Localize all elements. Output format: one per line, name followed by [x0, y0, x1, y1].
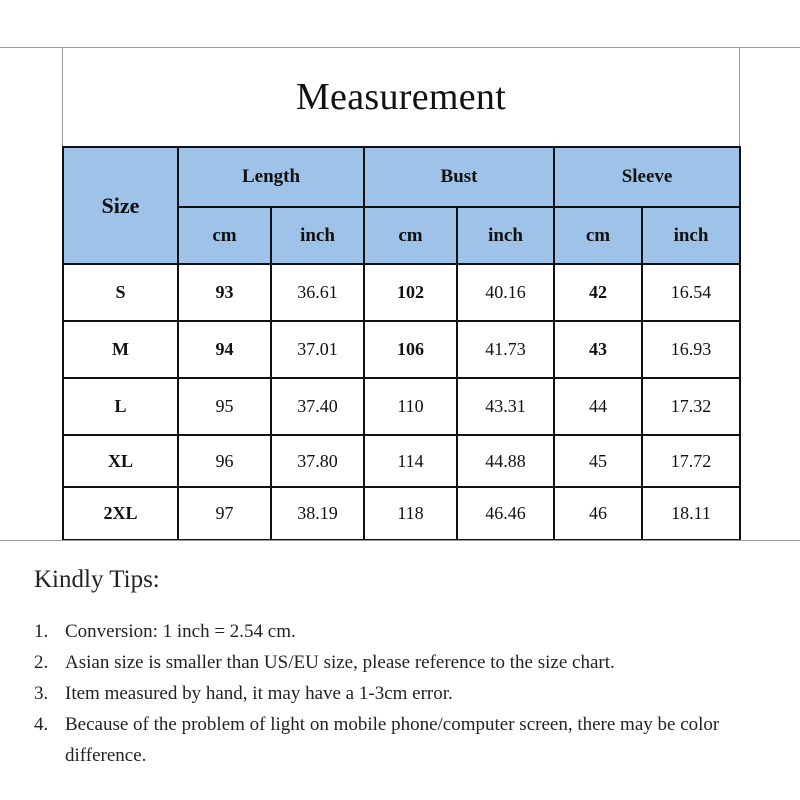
tip-item — [34, 678, 764, 709]
tip-item — [34, 647, 764, 678]
table-row — [63, 378, 740, 435]
bust-cm-cell: 106 — [364, 321, 457, 378]
title-box — [62, 48, 740, 146]
length-inch-cell: 37.80 — [271, 435, 364, 487]
unit-header: inch — [642, 207, 740, 264]
tip-item — [34, 616, 764, 647]
tip-text: Asian size is smaller than US/EU size, please reference to the size chart. — [65, 652, 615, 673]
table-header-row — [63, 147, 740, 207]
sleeve-inch-cell: 16.93 — [642, 321, 740, 378]
bust-inch-cell: 41.73 — [457, 321, 554, 378]
tip-number: 1. — [34, 621, 49, 642]
unit-header: cm — [554, 207, 642, 264]
size-column-header: Size — [63, 147, 178, 264]
page-title: Measurement — [295, 76, 507, 118]
tip-text: Item measured by hand, it may have a 1-3cm error. — [65, 683, 453, 704]
tips-title: Kindly Tips: — [34, 566, 160, 593]
sleeve-group-header: Sleeve — [554, 147, 740, 207]
table-row — [63, 264, 740, 321]
size-label: L — [63, 378, 178, 435]
length-inch-cell: 37.40 — [271, 378, 364, 435]
tip-number: 4. — [34, 714, 49, 735]
sleeve-cm-cell: 43 — [554, 321, 642, 378]
sleeve-cm-cell: 45 — [554, 435, 642, 487]
sleeve-cm-cell: 44 — [554, 378, 642, 435]
sleeve-cm-cell: 42 — [554, 264, 642, 321]
bottom-divider — [0, 540, 800, 541]
bust-inch-cell: 40.16 — [457, 264, 554, 321]
unit-header: cm — [364, 207, 457, 264]
size-label: S — [63, 264, 178, 321]
length-cm-cell: 93 — [178, 264, 271, 321]
table-row — [63, 321, 740, 378]
length-cm-cell: 97 — [178, 487, 271, 540]
sleeve-cm-cell: 46 — [554, 487, 642, 540]
size-label: 2XL — [63, 487, 178, 540]
length-cm-cell: 96 — [178, 435, 271, 487]
size-table — [62, 146, 741, 541]
tip-number: 2. — [34, 652, 49, 673]
unit-header: inch — [457, 207, 554, 264]
table-row — [63, 487, 740, 540]
tip-item — [34, 709, 764, 771]
bust-cm-cell: 102 — [364, 264, 457, 321]
size-label: M — [63, 321, 178, 378]
bust-cm-cell: 110 — [364, 378, 457, 435]
sleeve-inch-cell: 16.54 — [642, 264, 740, 321]
unit-header: cm — [178, 207, 271, 264]
tip-text: Because of the problem of light on mobile phone/computer screen, there may be color difference. — [65, 714, 720, 766]
sleeve-inch-cell: 18.11 — [642, 487, 740, 540]
bust-inch-cell: 44.88 — [457, 435, 554, 487]
tip-text: Conversion: 1 inch = 2.54 cm. — [65, 621, 296, 642]
bust-group-header: Bust — [364, 147, 554, 207]
sleeve-inch-cell: 17.32 — [642, 378, 740, 435]
length-group-header: Length — [178, 147, 364, 207]
length-inch-cell: 37.01 — [271, 321, 364, 378]
length-inch-cell: 36.61 — [271, 264, 364, 321]
length-inch-cell: 38.19 — [271, 487, 364, 540]
bust-inch-cell: 46.46 — [457, 487, 554, 540]
size-label: XL — [63, 435, 178, 487]
tips-list — [34, 616, 764, 771]
bust-cm-cell: 118 — [364, 487, 457, 540]
unit-header: inch — [271, 207, 364, 264]
bust-inch-cell: 43.31 — [457, 378, 554, 435]
length-cm-cell: 95 — [178, 378, 271, 435]
sleeve-inch-cell: 17.72 — [642, 435, 740, 487]
table-row — [63, 435, 740, 487]
tip-number: 3. — [34, 683, 49, 704]
bust-cm-cell: 114 — [364, 435, 457, 487]
length-cm-cell: 94 — [178, 321, 271, 378]
